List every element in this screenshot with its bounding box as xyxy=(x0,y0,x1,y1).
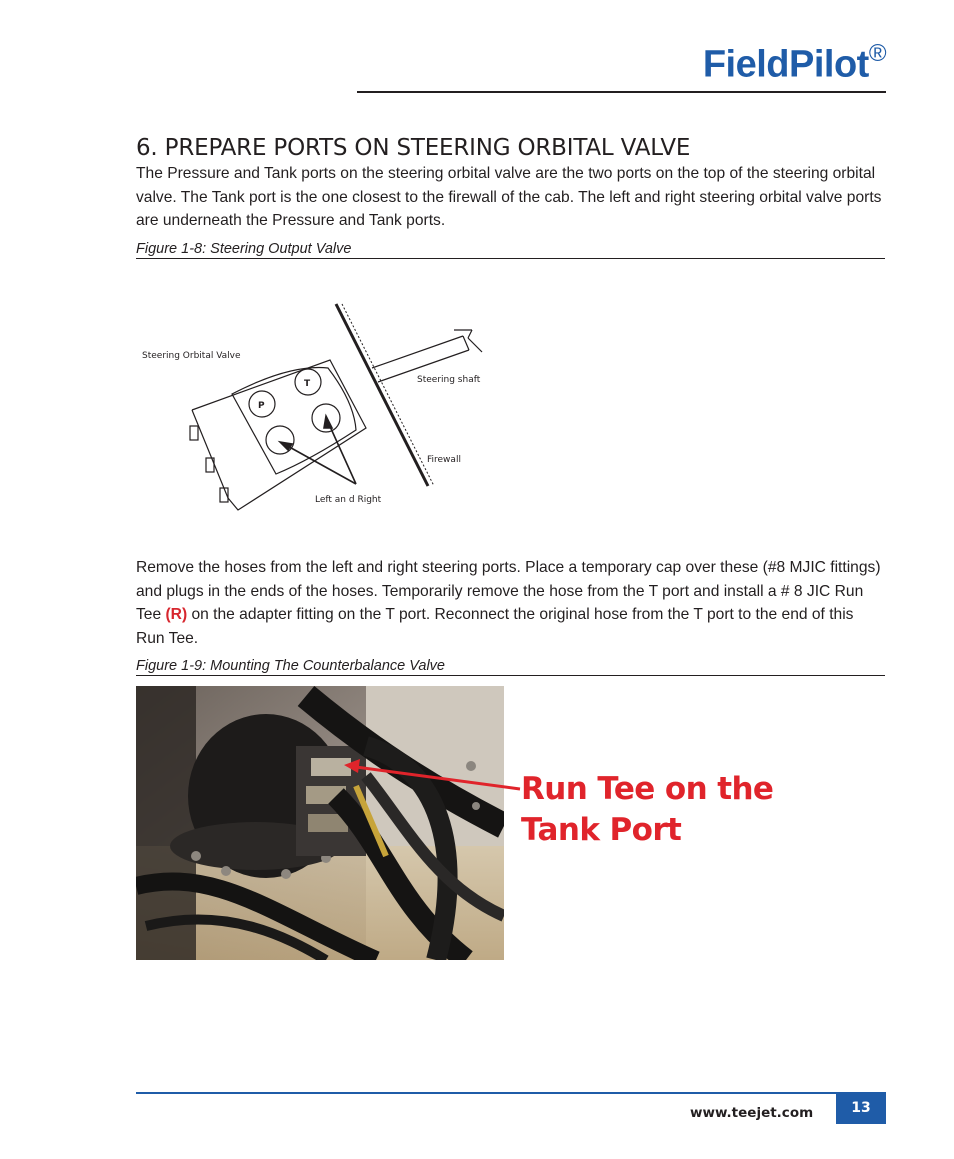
footer-website[interactable]: www.teejet.com xyxy=(690,1105,814,1121)
callout-line-1: Run Tee on the xyxy=(521,771,774,807)
instruction-text-start: Remove the hoses from the left and right steering ports. Place a temporary cap over these (#8 MJIC fittings) and plugs in the ends of the hoses. Temporarily remove the hose from the T port and install a # 8 JIC Run Tee xyxy=(136,559,881,623)
port-p xyxy=(249,391,275,417)
brand-name: FieldPilot xyxy=(702,43,869,86)
port-p-label: P xyxy=(258,401,265,411)
port-left xyxy=(266,426,294,454)
callout-arrow xyxy=(340,755,525,795)
photo-illustration xyxy=(136,686,504,960)
registered-mark: ® xyxy=(868,40,886,67)
header-divider xyxy=(357,91,886,93)
callout-line-2: Tank Port xyxy=(521,812,682,848)
page-number: 13 xyxy=(836,1093,886,1124)
firewall-wall xyxy=(336,304,434,486)
figure-caption-1-9: Figure 1-9: Mounting The Counterbalance Valve xyxy=(136,658,885,676)
label-steering-orbital-valve: Steering Orbital Valve xyxy=(142,351,241,361)
left-right-arrows xyxy=(280,416,356,484)
run-tee-marker: (R) xyxy=(165,606,188,623)
port-t xyxy=(295,369,321,395)
figure-caption-1-8: Figure 1-8: Steering Output Valve xyxy=(136,241,885,259)
intro-paragraph: The Pressure and Tank ports on the steering orbital valve are the two ports on the top of the steering orbital valve. The Tank port is the one closest to the firewall of the cab. The left and right steering orbital valve ports are underneath the Pressure and Tank ports. xyxy=(136,165,882,229)
section-heading: 6. PREPARE PORTS ON STEERING ORBITAL VALVE xyxy=(136,135,691,161)
instruction-text-end: on the adapter fitting on the T port. Reconnect the original hose from the T port to the end of this Run Tee. xyxy=(136,606,854,647)
counterbalance-valve-photo xyxy=(136,686,504,960)
label-firewall: Firewall xyxy=(427,455,461,465)
port-t-label: T xyxy=(304,379,311,389)
run-tee-callout xyxy=(521,769,773,851)
instruction-paragraph xyxy=(136,556,886,650)
label-steering-shaft: Steering shaft xyxy=(417,375,481,385)
valve-body xyxy=(190,360,366,510)
steering-valve-diagram xyxy=(120,298,500,518)
footer-divider xyxy=(136,1092,886,1094)
brand-logo xyxy=(703,42,886,87)
label-left-and-right: Left an d Right xyxy=(315,495,382,505)
